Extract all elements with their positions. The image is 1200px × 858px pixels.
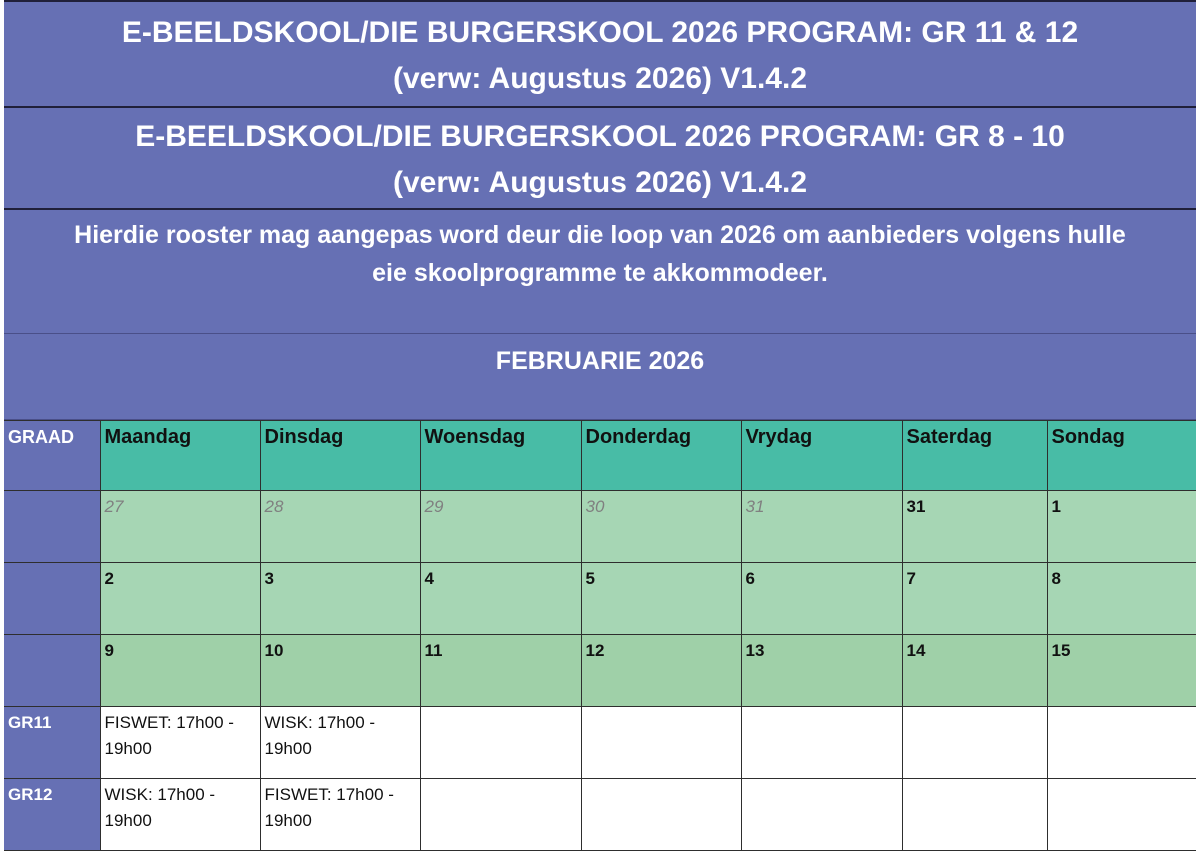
date-cell: 6 — [741, 563, 902, 635]
graad-cell-empty — [4, 491, 100, 563]
lesson-cell — [741, 707, 902, 779]
date-cell: 3 — [260, 563, 420, 635]
graad-cell-empty — [4, 563, 100, 635]
date-cell: 10 — [260, 635, 420, 707]
graad-cell-empty — [4, 635, 100, 707]
date-cell: 30 — [581, 491, 741, 563]
title-banner-gr11-12 — [4, 0, 1196, 108]
week-row-3 — [4, 635, 1196, 707]
title-gr11-12: E-BEELDSKOOL/DIE BURGERSKOOL 2026 PROGRAM: GR 11 & 12 — [121, 16, 1079, 49]
day-header-woensdag: Woensdag — [420, 421, 581, 491]
date-cell: 7 — [902, 563, 1047, 635]
lesson-cell: WISK: 17h00 - 19h00 — [260, 707, 420, 779]
note-line-1: Hierdie rooster mag aangepas word deur die loop van 2026 om aanbieders volgens hulle — [74, 221, 1126, 249]
week-row-1 — [4, 491, 1196, 563]
lesson-cell: WISK: 17h00 - 19h00 — [100, 779, 260, 851]
month-title: FEBRUARIE 2026 — [495, 347, 705, 375]
date-cell: 4 — [420, 563, 581, 635]
title-banner-gr8-10 — [4, 108, 1196, 210]
week-row-2 — [4, 563, 1196, 635]
date-cell: 28 — [260, 491, 420, 563]
lesson-cell — [1047, 779, 1196, 851]
lesson-cell — [581, 707, 741, 779]
date-cell: 12 — [581, 635, 741, 707]
lesson-cell — [902, 707, 1047, 779]
date-cell: 1 — [1047, 491, 1196, 563]
lesson-cell — [420, 707, 581, 779]
grade-label-gr11: GR11 — [4, 707, 100, 779]
day-header-dinsdag: Dinsdag — [260, 421, 420, 491]
day-header-donderdag: Donderdag — [581, 421, 741, 491]
note-line-2: eie skoolprogramme te akkommodeer. — [372, 259, 828, 287]
lesson-cell — [902, 779, 1047, 851]
calendar-table — [4, 420, 1196, 851]
lesson-cell: FISWET: 17h00 - 19h00 — [100, 707, 260, 779]
date-cell: 13 — [741, 635, 902, 707]
date-cell: 29 — [420, 491, 581, 563]
title-gr8-10: E-BEELDSKOOL/DIE BURGERSKOOL 2026 PROGRAM: GR 8 - 10 — [135, 120, 1065, 153]
date-cell: 9 — [100, 635, 260, 707]
version-gr11-12: (verw: Augustus 2026) V1.4.2 — [392, 62, 808, 95]
lesson-cell: FISWET: 17h00 - 19h00 — [260, 779, 420, 851]
date-cell: 8 — [1047, 563, 1196, 635]
schedule-note — [4, 210, 1196, 334]
date-cell: 11 — [420, 635, 581, 707]
day-header-vrydag: Vrydag — [741, 421, 902, 491]
grade-row-gr11 — [4, 707, 1196, 779]
day-header-maandag: Maandag — [100, 421, 260, 491]
date-cell: 31 — [902, 491, 1047, 563]
date-cell: 14 — [902, 635, 1047, 707]
date-cell: 27 — [100, 491, 260, 563]
date-cell: 5 — [581, 563, 741, 635]
calendar-grid — [4, 420, 1196, 851]
lesson-cell — [420, 779, 581, 851]
lesson-cell — [581, 779, 741, 851]
date-cell: 31 — [741, 491, 902, 563]
day-header-sondag: Sondag — [1047, 421, 1196, 491]
day-header-row — [4, 421, 1196, 491]
grade-row-gr12 — [4, 779, 1196, 851]
grade-label-gr12: GR12 — [4, 779, 100, 851]
lesson-cell — [741, 779, 902, 851]
lesson-cell — [1047, 707, 1196, 779]
version-gr8-10: (verw: Augustus 2026) V1.4.2 — [392, 166, 808, 199]
day-header-saterdag: Saterdag — [902, 421, 1047, 491]
date-cell: 2 — [100, 563, 260, 635]
month-banner — [4, 334, 1196, 420]
date-cell: 15 — [1047, 635, 1196, 707]
graad-header: GRAAD — [4, 421, 100, 491]
